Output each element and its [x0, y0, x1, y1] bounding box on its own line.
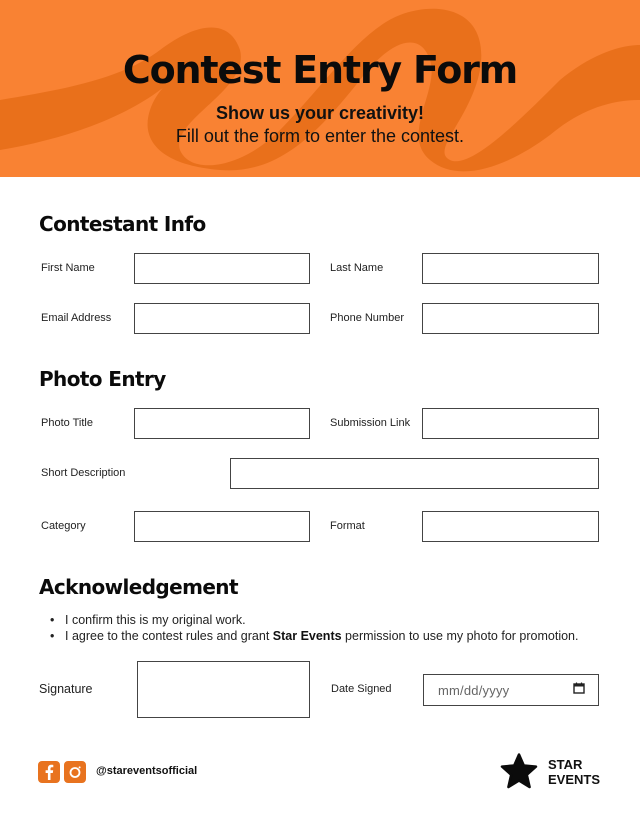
social-handle: @stareventsofficial — [96, 765, 198, 777]
last-name-field[interactable] — [422, 253, 599, 284]
calendar-icon[interactable] — [573, 681, 585, 699]
acknowledgement-text: permission to use my photo for promotion. — [341, 629, 579, 643]
page-subtitle: Show us your creativity! — [215, 103, 425, 123]
brand-line-1: STAR — [548, 757, 583, 772]
format-label: Format — [330, 520, 365, 532]
submission-link-label: Submission Link — [330, 417, 411, 429]
instagram-icon[interactable] — [64, 761, 86, 783]
brand-name-bold: Star Events — [272, 629, 342, 643]
acknowledgement-item — [50, 628, 578, 644]
format-field[interactable] — [422, 511, 599, 542]
page-instructions: Fill out the form to enter the contest. — [175, 126, 465, 146]
phone-field[interactable] — [422, 303, 599, 334]
first-name-label: First Name — [41, 262, 95, 274]
section-title-acknowledgement: Acknowledgement — [39, 575, 238, 599]
category-label: Category — [41, 520, 86, 532]
acknowledgement-list — [50, 612, 578, 644]
email-field[interactable] — [134, 303, 310, 334]
phone-label: Phone Number — [330, 312, 404, 324]
photo-title-label: Photo Title — [41, 417, 93, 429]
first-name-field[interactable] — [134, 253, 310, 284]
acknowledgement-text: I confirm this is my original work. — [65, 613, 246, 627]
page-title: Contest Entry Form — [122, 48, 518, 92]
submission-link-field[interactable] — [422, 408, 599, 439]
brand-logo-text — [548, 757, 600, 787]
last-name-label: Last Name — [330, 262, 384, 274]
section-title-photo: Photo Entry — [39, 367, 166, 391]
photo-title-field[interactable] — [134, 408, 310, 439]
category-field[interactable] — [134, 511, 310, 542]
signature-label: Signature — [39, 682, 93, 696]
acknowledgement-item — [50, 612, 578, 628]
facebook-icon[interactable] — [38, 761, 60, 783]
date-signed-field[interactable] — [423, 674, 599, 706]
social-icons — [38, 761, 86, 783]
brand-line-2: EVENTS — [548, 772, 601, 787]
acknowledgement-text: I agree to the contest rules and grant — [65, 629, 273, 643]
header-banner — [0, 0, 640, 177]
date-placeholder: mm/dd/yyyy — [438, 682, 510, 698]
short-description-field[interactable] — [230, 458, 599, 489]
section-title-contestant: Contestant Info — [39, 212, 206, 236]
signature-field[interactable] — [137, 661, 310, 718]
email-label: Email Address — [41, 312, 112, 324]
short-description-label: Short Description — [41, 467, 126, 479]
date-signed-label: Date Signed — [331, 683, 392, 695]
star-icon — [500, 753, 538, 794]
